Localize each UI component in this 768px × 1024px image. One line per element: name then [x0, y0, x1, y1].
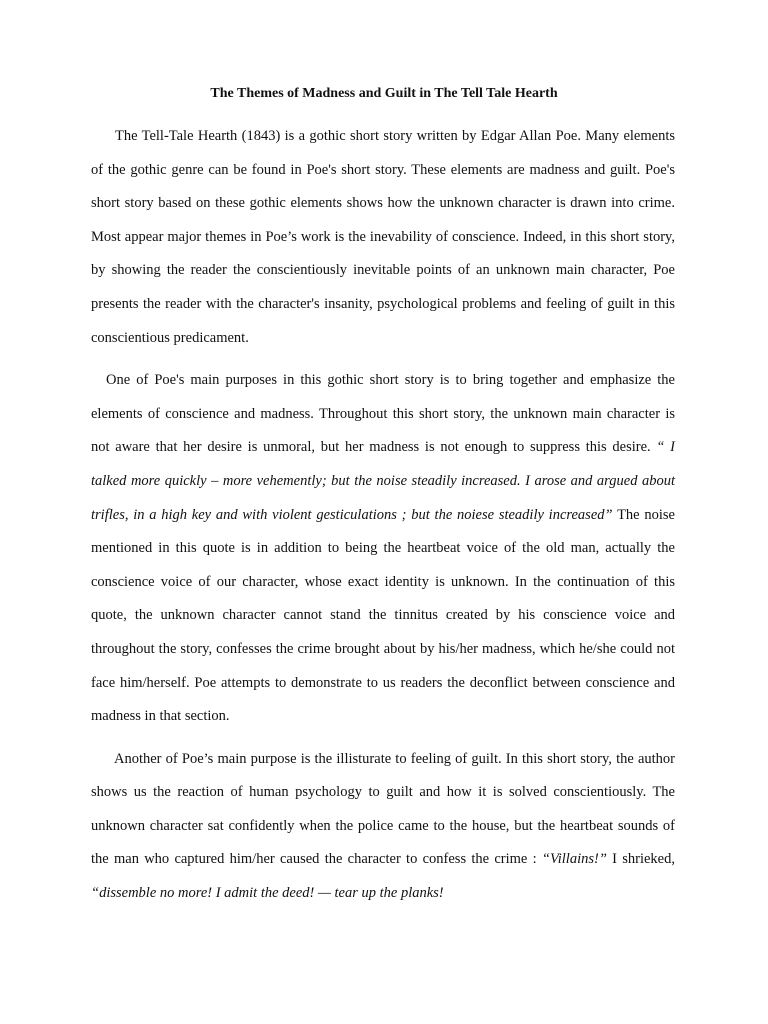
paragraph-3-quote-2: “dissemble no more! I admit the deed! — tear up the planks!: [91, 885, 444, 902]
paragraph-3-text-before-quote: Another of Poe’s main purpose is the illisturate to feeling of guilt. In this short story, the author shows us the reaction of human psychology to guilt and how it is solved conscientiously. The unknown character sat confidently when the police came to the house, but the heartbeat sounds of the man who captured him/her caused the character to confess the crime :: [91, 750, 675, 868]
document-title: The Themes of Madness and Guilt in The Tell Tale Hearth: [210, 86, 558, 101]
paragraph-3-quote-1: “Villains!”: [541, 851, 607, 868]
paragraph-2-text-after-quote: The noise mentioned in this quote is in addition to being the heartbeat voice of the old man, actually the conscience voice of our character, whose exact identity is unknown. In the continuation of this quote, the unknown character cannot stand the tinnitus created by his conscience voice and throughout the story, confesses the crime brought about by his/her madness, which he/she could not face him/herself. Poe attempts to demonstrate to us readers the deconflict between conscience and madness in that section.: [91, 506, 675, 725]
paragraph-3: [91, 743, 675, 911]
paragraph-3-text-middle: I shrieked,: [606, 851, 675, 868]
paragraph-2-quote: “ I talked more quickly – more vehemently; but the noise steadily increased. I arose and argued about trifles, in a high key and with violent gesticulations ; but the noiese steadily increased”: [91, 439, 675, 523]
paragraph-1: The Tell-Tale Hearth (1843) is a gothic short story written by Edgar Allan Poe. Many elements of the gothic genre can be found in Poe's short story. These elements are madness and guilt. Poe's short story based on these gothic elements shows how the unknown character is drawn into crime. Most appear major themes in Poe’s work is the inevability of conscience. Indeed, in this short story, by showing the reader the conscientiously inevitable points of an unknown main character, Poe presents the reader with the character's insanity, psychological problems and feeling of guilt in this conscientious predicament.: [91, 128, 675, 346]
document-body: [91, 120, 675, 911]
paragraph-2-text-before-quote: One of Poe's main purposes in this gothic short story is to bring together and emphasize the elements of conscience and madness. Throughout this short story, the unknown main character is not aware that her desire is unmoral, but her madness is not enough to suppress this desire.: [91, 372, 675, 456]
paragraph-2: [91, 364, 675, 734]
